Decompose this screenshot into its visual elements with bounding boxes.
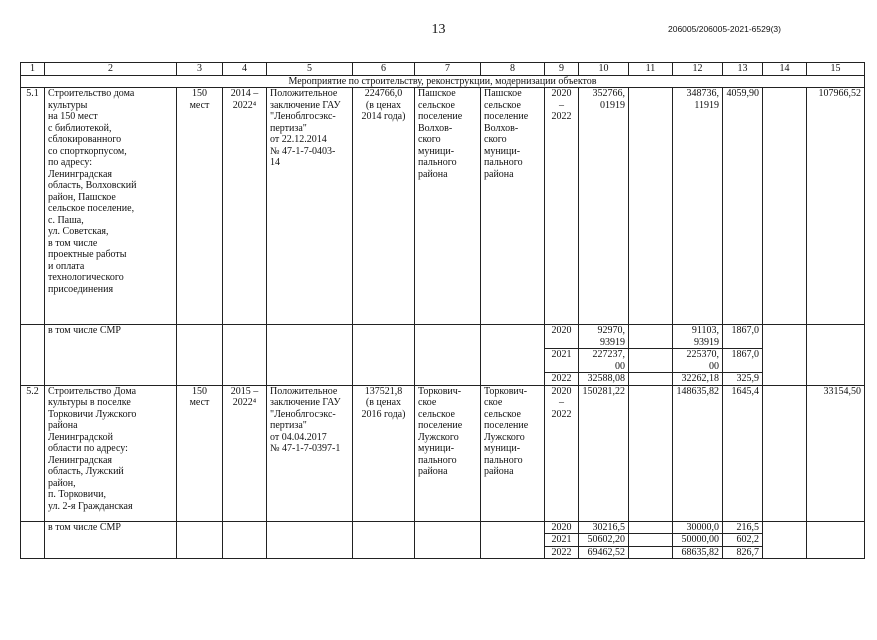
smr-regional: 30000,0 bbox=[673, 521, 723, 534]
smr-total: 32588,08 bbox=[579, 373, 629, 386]
capacity: 150 мест bbox=[177, 88, 223, 325]
program-table bbox=[20, 62, 865, 559]
local-amount: 4059,90 bbox=[723, 88, 763, 325]
document-id: 206005/206005-2021-6529(3) bbox=[668, 24, 781, 34]
federal-amount bbox=[629, 385, 673, 521]
period: 2015 – 2022⁴ bbox=[223, 385, 267, 521]
other-amount bbox=[763, 385, 807, 521]
row-number: 5.1 bbox=[21, 88, 45, 325]
smr-local: 826,7 bbox=[723, 546, 763, 559]
federal-amount bbox=[629, 88, 673, 325]
object-name: Строительство дома культуры на 150 мест с библиотекой, сблокированного со спорткорпусом, по адресу: Ленинградская область, Волховский район, Пашское сельское поселение, с. Паша, ул. Советская, в том числе проектные работы и оплата технологического присоединения bbox=[45, 88, 177, 325]
table-row bbox=[21, 325, 865, 349]
smr-year: 2022 bbox=[545, 546, 579, 559]
smr-local: 216,5 bbox=[723, 521, 763, 534]
table-row bbox=[21, 521, 865, 534]
col-header: 11 bbox=[629, 63, 673, 76]
smr-regional: 68635,82 bbox=[673, 546, 723, 559]
smr-local: 1867,0 bbox=[723, 349, 763, 373]
smr-regional: 32262,18 bbox=[673, 373, 723, 386]
total-amount: 150281,22 bbox=[579, 385, 629, 521]
section-row bbox=[21, 75, 865, 88]
col-header: 15 bbox=[807, 63, 865, 76]
other-amount bbox=[763, 88, 807, 325]
object-name: Строительство Дома культуры в поселке Торковичи Лужского района Ленинградской области по адресу: Ленинградская область, Лужский район, п. Торковичи, ул. 2-я Гражданская bbox=[45, 385, 177, 521]
col-header: 9 bbox=[545, 63, 579, 76]
col-header: 7 bbox=[415, 63, 481, 76]
smr-year: 2020 bbox=[545, 325, 579, 349]
smr-regional: 50000,00 bbox=[673, 534, 723, 547]
smr-total: 69462,52 bbox=[579, 546, 629, 559]
col-header: 4 bbox=[223, 63, 267, 76]
smr-year: 2021 bbox=[545, 534, 579, 547]
col-header: 3 bbox=[177, 63, 223, 76]
regional-amount: 348736, 11919 bbox=[673, 88, 723, 325]
smr-year: 2021 bbox=[545, 349, 579, 373]
row-number: 5.2 bbox=[21, 385, 45, 521]
col-header: 12 bbox=[673, 63, 723, 76]
table-row bbox=[21, 88, 865, 325]
smr-local: 602,2 bbox=[723, 534, 763, 547]
customer: Пашское сельское поселение Волхов- ского муници- пального района bbox=[415, 88, 481, 325]
regional-amount: 148635,82 bbox=[673, 385, 723, 521]
smr-year: 2020 bbox=[545, 521, 579, 534]
page-number: 13 bbox=[431, 22, 446, 37]
smr-regional: 91103, 93919 bbox=[673, 325, 723, 349]
developer: Пашское сельское поселение Волхов- ского муници- пального района bbox=[481, 88, 545, 325]
smr-total: 227237, 00 bbox=[579, 349, 629, 373]
smr-total: 92970, 93919 bbox=[579, 325, 629, 349]
table-row bbox=[21, 385, 865, 521]
capacity: 150 мест bbox=[177, 385, 223, 521]
smr-local: 325,9 bbox=[723, 373, 763, 386]
smr-regional: 225370, 00 bbox=[673, 349, 723, 373]
expertise: Положительное заключение ГАУ "Леноблгосэкс- пертиза" от 22.12.2014 № 47-1-7-0403- 14 bbox=[267, 88, 353, 325]
column-header-row bbox=[21, 63, 865, 76]
smr-total: 30216,5 bbox=[579, 521, 629, 534]
expertise: Положительное заключение ГАУ "Леноблгосэкс- пертиза" от 04.04.2017 № 47-1-7-0397-1 bbox=[267, 385, 353, 521]
local-amount: 1645,4 bbox=[723, 385, 763, 521]
estimated-cost: 137521,8 (в ценах 2016 года) bbox=[353, 385, 415, 521]
full-cost: 33154,50 bbox=[807, 385, 865, 521]
smr-year: 2022 bbox=[545, 373, 579, 386]
smr-local: 1867,0 bbox=[723, 325, 763, 349]
full-cost: 107966,52 bbox=[807, 88, 865, 325]
customer: Торкович- ское сельское поселение Лужского муници- пального района bbox=[415, 385, 481, 521]
col-header: 2 bbox=[45, 63, 177, 76]
col-header: 8 bbox=[481, 63, 545, 76]
years: 2020 – 2022 bbox=[545, 385, 579, 521]
years: 2020 – 2022 bbox=[545, 88, 579, 325]
total-amount: 352766, 01919 bbox=[579, 88, 629, 325]
period: 2014 – 2022⁴ bbox=[223, 88, 267, 325]
smr-total: 50602,20 bbox=[579, 534, 629, 547]
col-header: 1 bbox=[21, 63, 45, 76]
section-title: Мероприятие по строительству, реконструкции, модернизации объектов bbox=[21, 75, 865, 88]
col-header: 10 bbox=[579, 63, 629, 76]
smr-label: в том числе СМР bbox=[45, 521, 177, 559]
smr-label: в том числе СМР bbox=[45, 325, 177, 386]
developer: Торкович- ское сельское поселение Лужского муници- пального района bbox=[481, 385, 545, 521]
col-header: 13 bbox=[723, 63, 763, 76]
col-header: 6 bbox=[353, 63, 415, 76]
estimated-cost: 224766,0 (в ценах 2014 года) bbox=[353, 88, 415, 325]
col-header: 5 bbox=[267, 63, 353, 76]
col-header: 14 bbox=[763, 63, 807, 76]
